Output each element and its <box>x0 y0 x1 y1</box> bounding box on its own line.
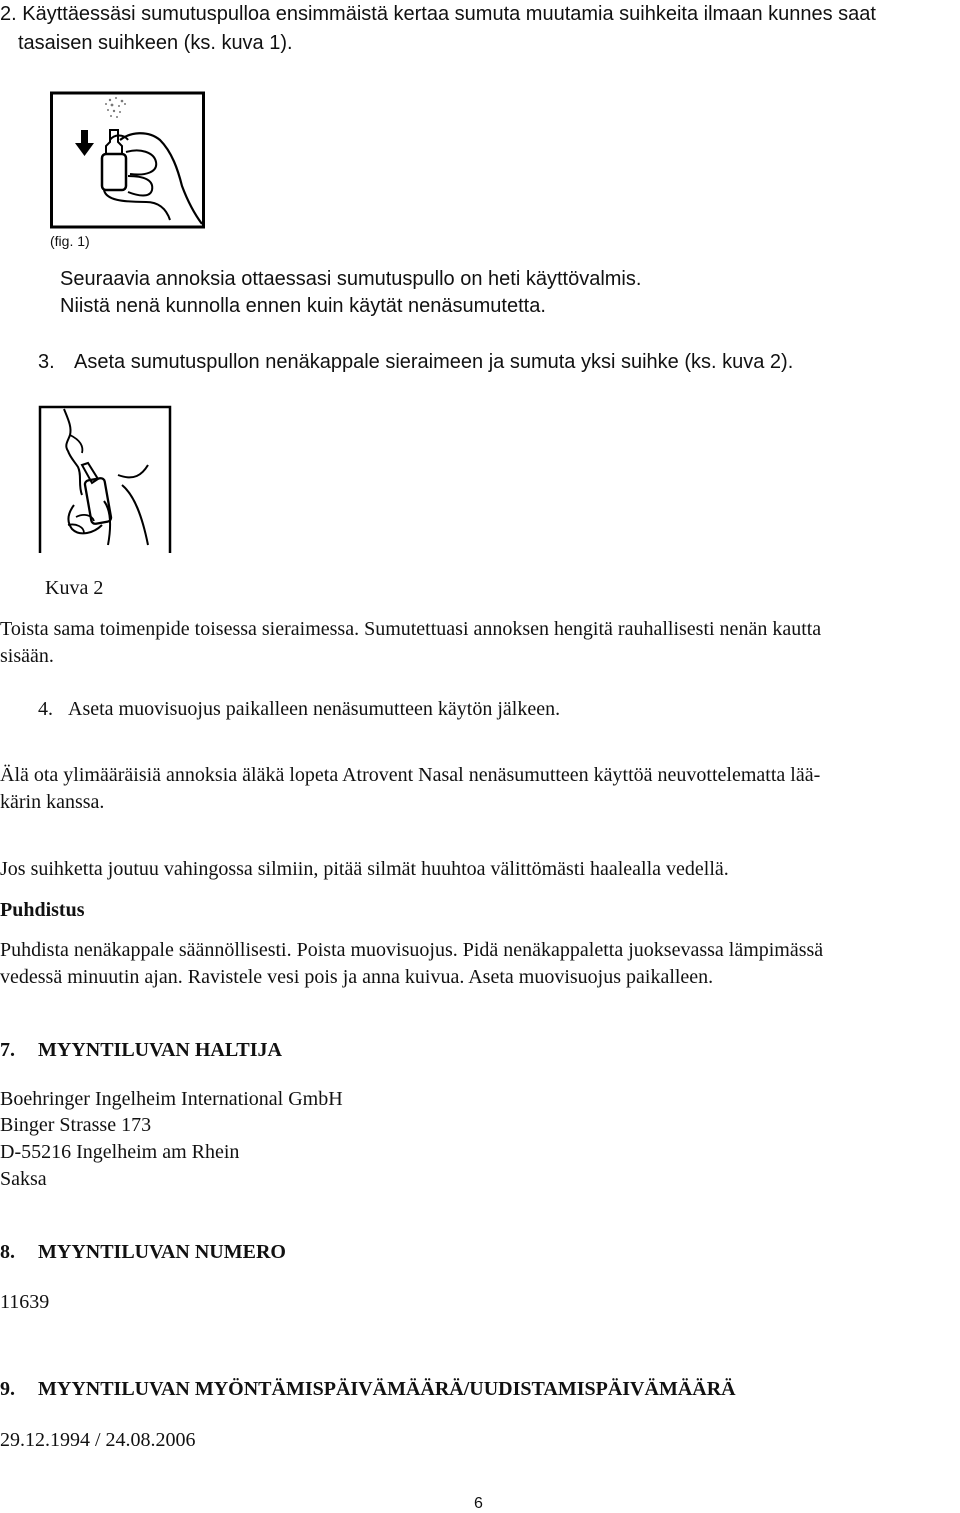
warning-line1: Älä ota ylimääräisiä annoksia äläkä lopeta Atrovent Nasal nenäsumutteen käyttöä neuvottelematta lää- <box>0 764 821 786</box>
holder-address-line: Binger Strasse 173 <box>0 1114 152 1136</box>
repeat-line2: sisään. <box>0 645 54 667</box>
figure-2-caption: Kuva 2 <box>45 577 104 599</box>
after-fig1-line2: Niistä nenä kunnolla ennen kuin käytät nenäsumutetta. <box>60 295 546 317</box>
step2-line1: 2. Käyttäessäsi sumutuspulloa ensimmäistä kertaa sumuta muutamia suihkeita ilmaan kunnes saat <box>0 3 876 25</box>
figure-2-nasal-spray-illustration <box>38 405 174 555</box>
section9-number: 9. <box>0 1378 15 1400</box>
step2-line2: tasaisen suihkeen (ks. kuva 1). <box>18 32 293 54</box>
cleaning-line1: Puhdista nenäkappale säännöllisesti. Poista muovisuojus. Pidä nenäkappaletta juoksevassa lämpimässä <box>0 939 824 961</box>
section8-number: 8. <box>0 1241 15 1263</box>
repeat-line1: Toista sama toimenpide toisessa sieraimessa. Sumutettuasi annoksen hengitä rauhallisesti nenän kautta <box>0 618 822 640</box>
step4-text: Aseta muovisuojus paikalleen nenäsumutteen käytön jälkeen. <box>68 698 561 720</box>
section8-title: MYYNTILUVAN NUMERO <box>38 1241 286 1263</box>
figure-1-spray-illustration <box>50 90 210 230</box>
eyes-warning: Jos suihketta joutuu vahingossa silmiin, pitää silmät huuhtoa välittömästi haalealla vedellä. <box>0 858 729 880</box>
step3-number: 3. <box>38 351 55 373</box>
warning-line2: kärin kanssa. <box>0 791 105 813</box>
page-number: 6 <box>474 1495 483 1512</box>
after-fig1-line1: Seuraavia annoksia ottaessasi sumutuspullo on heti käyttövalmis. <box>60 268 642 290</box>
cleaning-line2: vedessä minuutin ajan. Ravistele vesi pois ja anna kuivua. Aseta muovisuojus paikalleen. <box>0 966 714 988</box>
section7-title: MYYNTILUVAN HALTIJA <box>38 1039 282 1061</box>
authorization-dates: 29.12.1994 / 24.08.2006 <box>0 1429 196 1451</box>
step4-number: 4. <box>38 698 53 720</box>
holder-address-line: Saksa <box>0 1168 47 1190</box>
section9-title: MYYNTILUVAN MYÖNTÄMISPÄIVÄMÄÄRÄ/UUDISTAMISPÄIVÄMÄÄRÄ <box>38 1378 736 1400</box>
holder-address-line: Boehringer Ingelheim International GmbH <box>0 1088 343 1110</box>
figure-1-caption: (fig. 1) <box>50 233 90 249</box>
step3-text: Aseta sumutuspullon nenäkappale sieraimeen ja sumuta yksi suihke (ks. kuva 2). <box>74 351 794 373</box>
cleaning-heading: Puhdistus <box>0 899 85 921</box>
authorization-number: 11639 <box>0 1291 50 1313</box>
section7-number: 7. <box>0 1039 15 1061</box>
holder-address-line: D-55216 Ingelheim am Rhein <box>0 1141 240 1163</box>
